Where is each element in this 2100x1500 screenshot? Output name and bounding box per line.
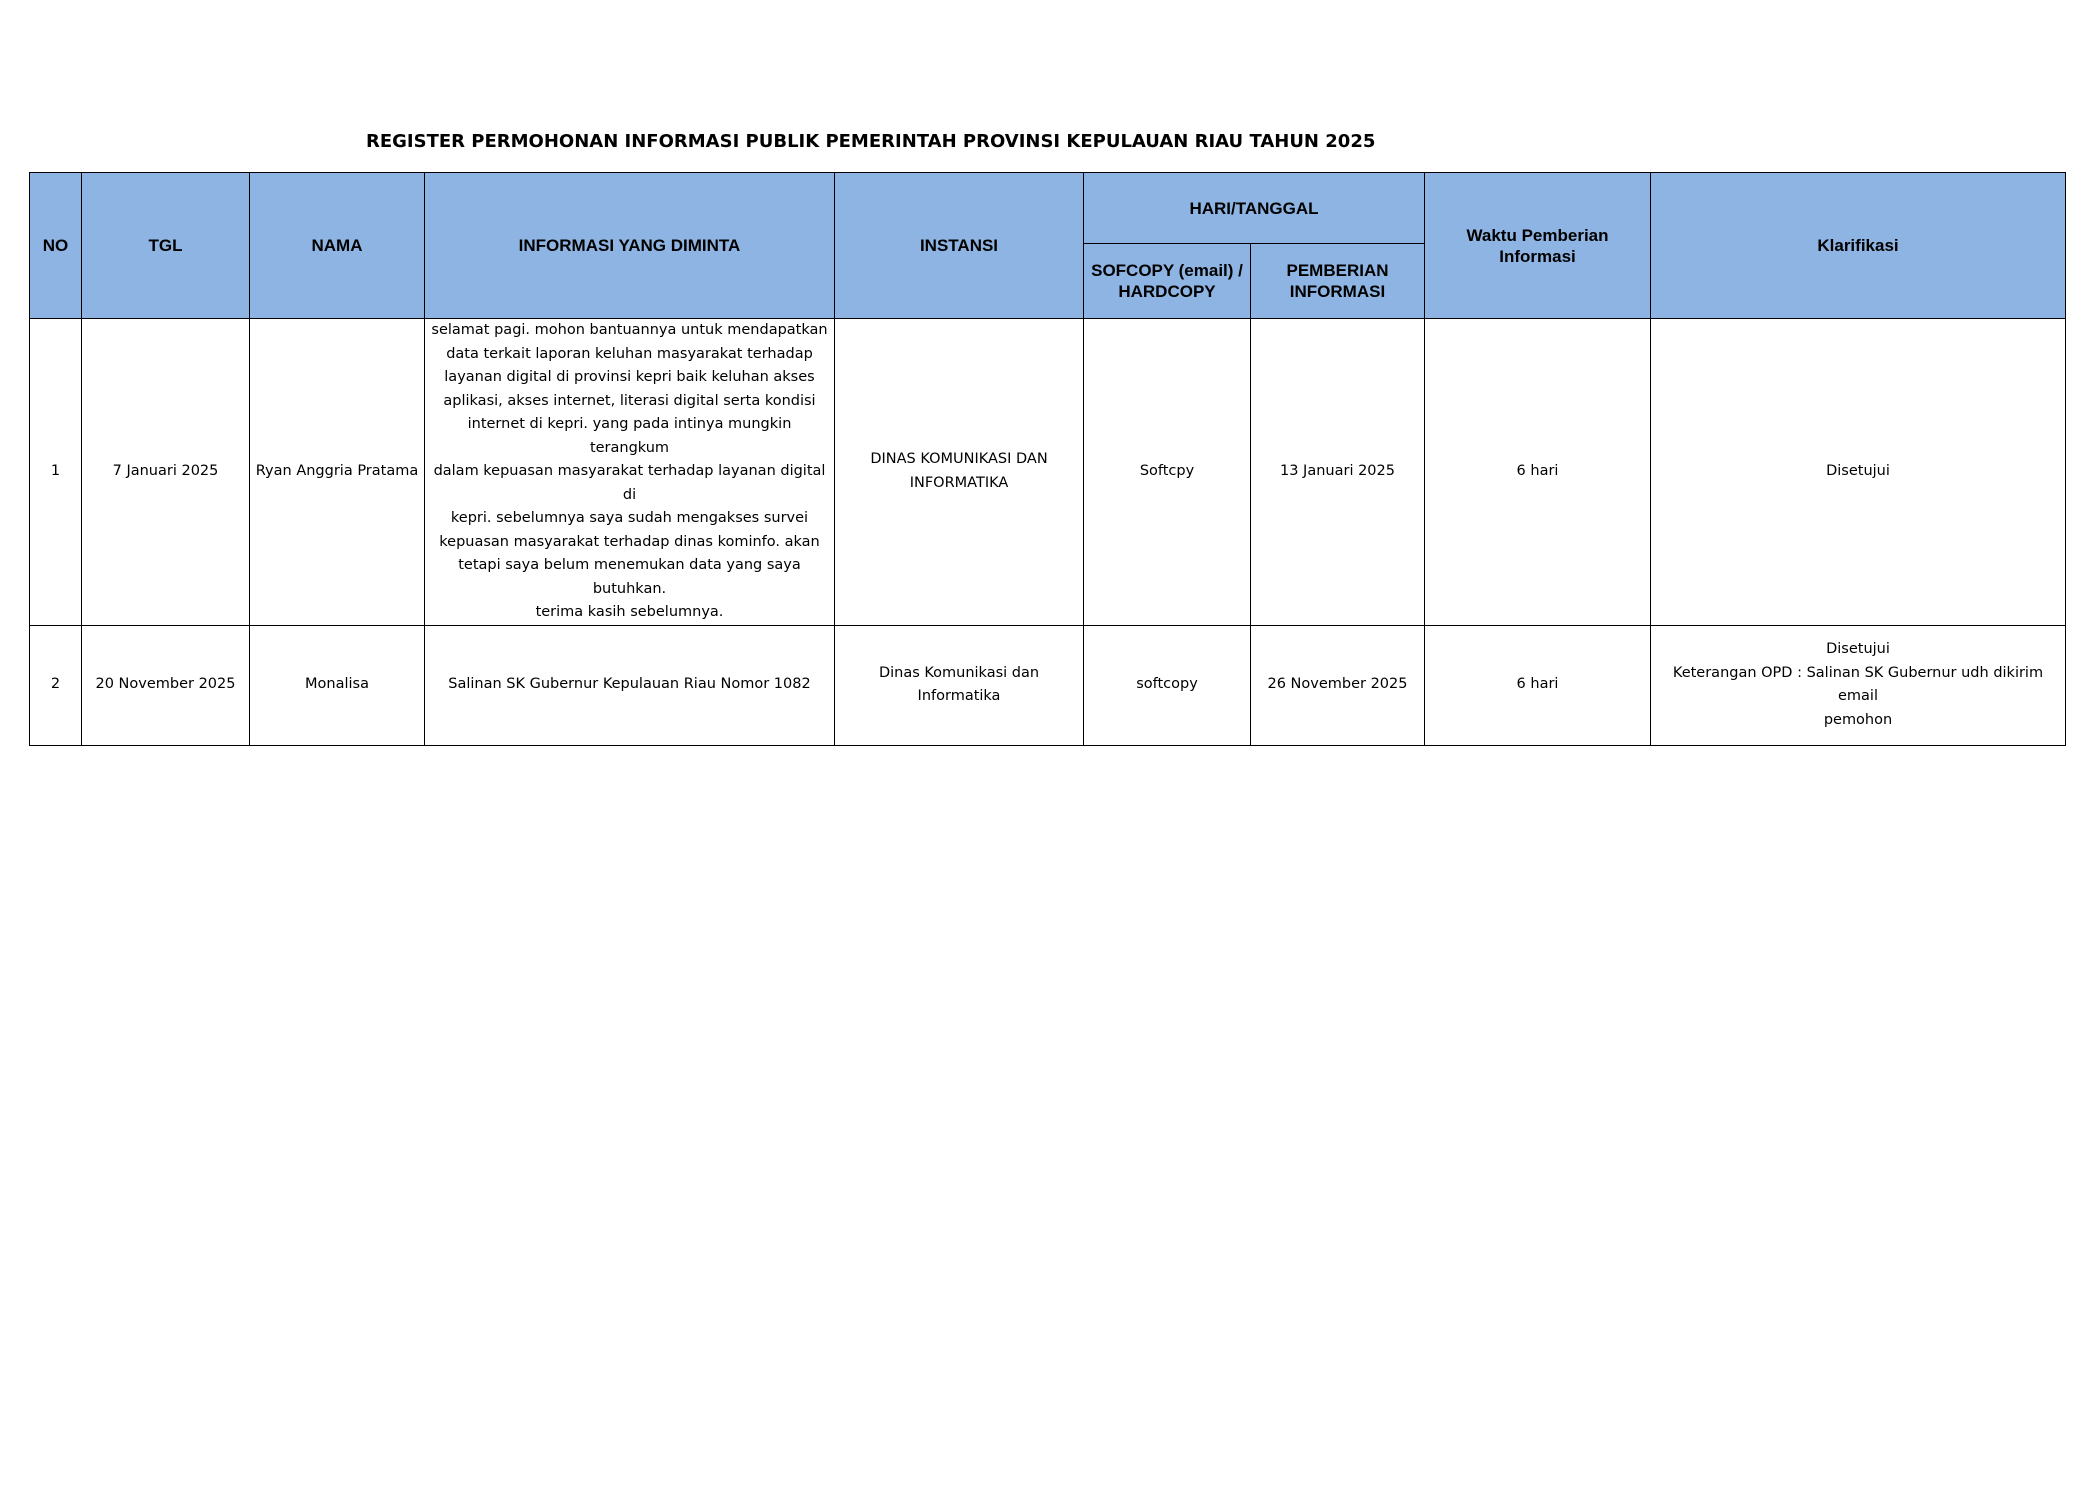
instansi-line: Dinas Komunikasi dan Informatika — [878, 664, 1040, 704]
cell-softcopy: softcopy — [1084, 625, 1251, 745]
header-pemberian: PEMBERIAN INFORMASI — [1251, 244, 1425, 319]
header-softcopy: SOFCOPY (email) / HARDCOPY — [1084, 244, 1251, 319]
page-title: REGISTER PERMOHONAN INFORMASI PUBLIK PEMERINTAH PROVINSI KEPULAUAN RIAU TAHUN 2025 — [366, 131, 1376, 152]
informasi-line: layanan digital di provinsi kepri baik keluhan akses — [444, 369, 815, 385]
informasi-line: internet di kepri. yang pada intinya mungkin terangkum — [467, 416, 792, 456]
instansi-line: DINAS KOMUNIKASI DAN — [870, 451, 1048, 468]
informasi-line: tetapi saya belum menemukan data yang saya butuhkan. — [458, 557, 801, 597]
cell-instansi — [835, 319, 1084, 626]
klarifikasi-line: pemohon — [1823, 711, 1893, 728]
header-no: NO — [30, 173, 82, 319]
cell-klarifikasi — [1651, 319, 2066, 626]
header-hari-tanggal: HARI/TANGGAL — [1084, 173, 1425, 244]
informasi-line: terima kasih sebelumnya. — [535, 604, 724, 620]
informasi-line: selamat pagi. mohon bantuannya untuk mendapatkan — [431, 322, 828, 338]
header-row — [30, 173, 2066, 244]
cell-pemberian: 13 Januari 2025 — [1251, 319, 1425, 626]
cell-waktu: 6 hari — [1425, 319, 1651, 626]
cell-pemberian: 26 November 2025 — [1251, 625, 1425, 745]
header-tgl: TGL — [82, 173, 250, 319]
informasi-line: kepri. sebelumnya saya sudah mengakses survei — [450, 510, 809, 526]
cell-no: 1 — [30, 319, 82, 626]
cell-no: 2 — [30, 625, 82, 745]
register-table — [29, 172, 2066, 746]
cell-informasi — [425, 625, 835, 745]
klarifikasi-line: Disetujui — [1826, 641, 1890, 657]
klarifikasi-line: Disetujui — [1826, 463, 1890, 479]
table-row — [30, 319, 2066, 626]
cell-informasi — [425, 319, 835, 626]
header-nama: NAMA — [250, 173, 425, 319]
klarifikasi-line: Keterangan OPD : Salinan SK Gubernur udh dikirim email — [1672, 664, 2044, 704]
cell-nama: Monalisa — [250, 625, 425, 745]
informasi-line: dalam kepuasan masyarakat terhadap layanan digital di — [433, 463, 826, 503]
cell-softcopy: Softcpy — [1084, 319, 1251, 626]
header-waktu: Waktu Pemberian Informasi — [1425, 173, 1651, 319]
informasi-line: aplikasi, akses internet, literasi digital serta kondisi — [443, 392, 816, 409]
header-informasi: INFORMASI YANG DIMINTA — [425, 173, 835, 319]
table-row — [30, 625, 2066, 745]
header-klarifikasi: Klarifikasi — [1651, 173, 2066, 319]
instansi-line: INFORMATIKA — [909, 474, 1009, 491]
informasi-line: data terkait laporan keluhan masyarakat terhadap — [446, 345, 813, 362]
cell-waktu: 6 hari — [1425, 625, 1651, 745]
informasi-line: kepuasan masyarakat terhadap dinas kominfo. akan — [439, 533, 820, 550]
cell-instansi — [835, 625, 1084, 745]
informasi-line: Salinan SK Gubernur Kepulauan Riau Nomor 1082 — [448, 676, 811, 693]
cell-tgl: 7 Januari 2025 — [82, 319, 250, 626]
cell-klarifikasi — [1651, 625, 2066, 745]
cell-tgl: 20 November 2025 — [82, 625, 250, 745]
cell-nama: Ryan Anggria Pratama — [250, 319, 425, 626]
header-instansi: INSTANSI — [835, 173, 1084, 319]
